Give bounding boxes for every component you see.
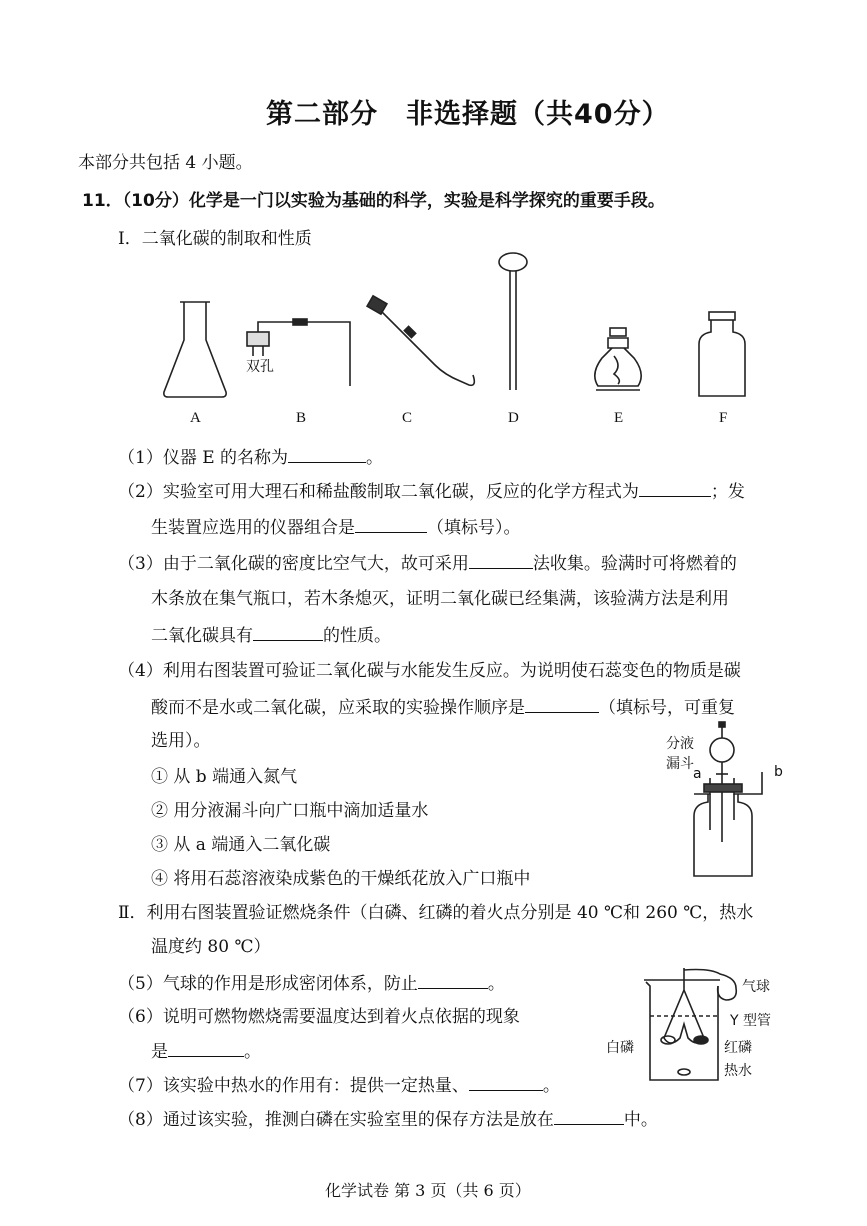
delivery-tube-c-icon [365,295,485,400]
part2-line1: Ⅱ．利用右图装置验证燃烧条件（白磷、红磷的着火点分别是 40 ℃和 260 ℃，热水 [118,903,754,923]
step-1: ① 从 b 端通入氮气 [151,767,298,787]
apparatus-label-c: C [402,410,413,426]
sub-question-3-line1: （3）由于二氧化碳的密度比空气大，故可采用 法收集。验满时可将燃着的 [118,554,737,574]
sub-question-3-line3: 二氧化碳具有 的性质。 [151,626,391,646]
sub-question-4-line2: 酸而不是水或二氧化碳，应采取的实验操作顺序是 （填标号，可重复 [151,698,735,718]
fig4-port-a: a [693,766,702,782]
thistle-funnel-d-icon [495,250,535,395]
step-2: ② 用分液漏斗向广口瓶中滴加适量水 [151,801,429,821]
sub-question-4-line3: 选用）。 [151,731,211,751]
sub-question-7: （7）该实验中热水的作用有：提供一定热量、 。 [118,1076,560,1096]
sub-question-4-line1: （4）利用右图装置可验证二氧化碳与水能发生反应。为说明使石蕊变色的物质是碳 [118,661,741,681]
answer-blank-5[interactable] [418,972,488,989]
fig5-hot-water-label: 热水 [724,1063,752,1079]
fig4-funnel-label-2: 漏斗 [666,756,694,772]
fig5-ytube-label: Y 型管 [730,1013,772,1029]
answer-blank-1[interactable] [288,446,366,463]
stopper-b-note: 双孔 [246,359,274,375]
answer-blank-2b[interactable] [355,516,427,533]
fig5-white-phosphorus-label: 白磷 [606,1040,634,1056]
sub-question-1: （1）仪器 E 的名称为 。 [118,448,384,468]
step-3: ③ 从 a 端通入二氧化碳 [151,835,331,855]
sub-question-2-line2: 生装置应选用的仪器组合是 （填标号）。 [151,518,521,538]
section-intro: 本部分共包括 4 小题。 [78,153,253,173]
fig5-red-phosphorus-label: 红磷 [724,1040,752,1056]
sub-question-6-line2: 是 。 [151,1042,261,1062]
fig5-balloon-label: 气球 [742,979,770,995]
sub-question-6-line1: （6）说明可燃物燃烧需要温度达到着火点依据的现象 [118,1007,520,1027]
sub-question-3-line2: 木条放在集气瓶口，若木条熄灭，证明二氧化碳已经集满，该验满方法是利用 [151,589,729,609]
question-11-stem: 11．（10分）化学是一门以实验为基础的科学，实验是科学探究的重要手段。 [82,191,665,211]
part2-line2: 温度约 80 ℃） [151,937,271,957]
separatory-funnel-bottle-icon [690,722,780,882]
gas-bottle-f-icon [695,310,751,400]
sub-question-8: （8）通过该实验，推测白磷在实验室里的保存方法是放在 中。 [118,1110,658,1130]
answer-blank-8[interactable] [554,1108,624,1125]
step-4: ④ 将用石蕊溶液染成紫色的干燥纸花放入广口瓶中 [151,869,531,889]
sub-question-5: （5）气球的作用是形成密闭体系，防止 。 [118,974,505,994]
answer-blank-3a[interactable] [469,552,533,569]
fig4-funnel-label-1: 分液 [666,736,694,752]
section-title: 第二部分 非选择题（共40分） [266,99,670,130]
sub-question-2-line1: （2）实验室可用大理石和稀盐酸制取二氧化碳，反应的化学方程式为 ；发 [118,482,745,502]
answer-blank-4[interactable] [525,696,599,713]
flask-a-icon [160,300,230,400]
apparatus-label-e: E [614,410,624,426]
apparatus-label-d: D [508,410,519,426]
part1-title: Ⅰ．二氧化碳的制取和性质 [118,229,312,249]
alcohol-lamp-e-icon [588,326,648,398]
answer-blank-6[interactable] [168,1040,244,1057]
answer-blank-2a[interactable] [639,480,711,497]
fig4-port-b: b [774,764,783,780]
answer-blank-3b[interactable] [253,624,323,641]
apparatus-label-a: A [190,410,201,426]
apparatus-label-b: B [296,410,307,426]
apparatus-label-f: F [719,410,728,426]
answer-blank-7[interactable] [469,1074,543,1091]
page-footer: 化学试卷 第 3 页（共 6 页） [325,1181,531,1200]
